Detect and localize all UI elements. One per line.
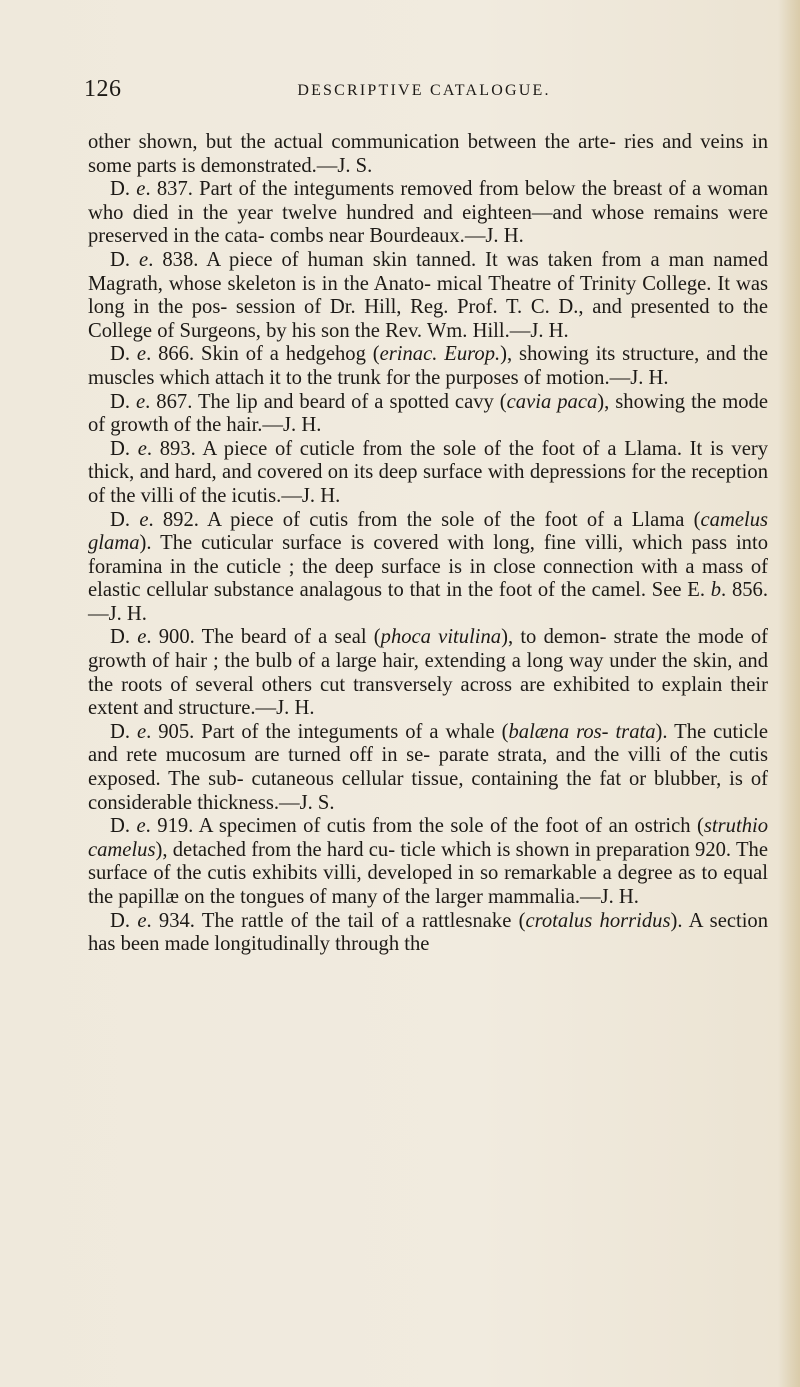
running-head: DESCRIPTIVE CATALOGUE. [297,82,551,99]
entry-900: D. e. 900. The beard of a seal (phoca vitulina), to demon- strate the mode of growth of hair ; the bulb of a large hair, extending a long way under the skin, and the roots of several others cut transversely across are exhibited to explain their extent and structure.—J. H. [88,626,768,720]
entry-838: D. e. 838. A piece of human skin tanned. It was taken from a man named Magrath, whose skeleton is in the Anato- mical Theatre of Trinity College. It was long in the pos- session of Dr. Hill, Reg. Prof. T. C. D., and presented to the College of Surgeons, by his son the Rev. Wm. Hill.—J. H. [88,248,768,342]
entry-919: D. e. 919. A specimen of cutis from the sole of the foot of an ostrich (struthio camelus), detached from the hard cu- ticle which is shown in preparation 920. The surface of the cutis exhibits villi, developed in so remarkable a degree as to equal the papillæ on the tongues of many of the larger mammalia.—J. H. [88,815,769,908]
page-header [84,76,764,116]
entry-934: D. e. 934. The rattle of the tail of a rattlesnake (crotalus horridus). A section has been made longitudinally through the [88,909,769,956]
entry-866: D. e. 866. Skin of a hedgehog (erinac. Europ.), showing its structure, and the muscles which attach it to the trunk for the purposes of motion.—J. H. [88,343,768,389]
entry-837: D. e. 837. Part of the integuments removed from below the breast of a woman who died in the year twelve hundred and eighteen—and whose remains were preserved in the cata- combs near Bourdeaux.—J. H. [88,178,768,248]
catalogue-text [88,131,768,957]
entry-893: D. e. 893. A piece of cuticle from the sole of the foot of a Llama. It is very thick, and hard, and covered on its deep surface with depressions for the reception of the villi of the icutis.—J. H. [88,437,768,507]
entry-892: D. e. 892. A piece of cutis from the sole of the foot of a Llama (camelus glama). The cuticular surface is covered with long, fine villi, which pass into foramina in the cuticle ; the deep surface is in close connection with a mass of elastic cellular substance analagous to that in the foot of the camel. See E. b. 856.—J. H. [88,508,769,625]
page-number: 126 [84,76,122,102]
entry-905: D. e. 905. Part of the integuments of a whale (balæna ros- trata). The cuticle and rete mucosum are turned off in se- parate strata, and the villi of the cutis exposed. The sub- cutaneous cellular tissue, containing the fat or blubber, is of considerable thickness.—J. S. [88,720,768,814]
entry-867: D. e. 867. The lip and beard of a spotted cavy (cavia paca), showing the mode of growth of the hair.—J. H. [88,390,768,437]
entry-continuation: other shown, but the actual communication between the arte- ries and veins in some parts is demonstrated.—J. S. [88,131,768,177]
page-edge-shadow [778,0,800,1387]
